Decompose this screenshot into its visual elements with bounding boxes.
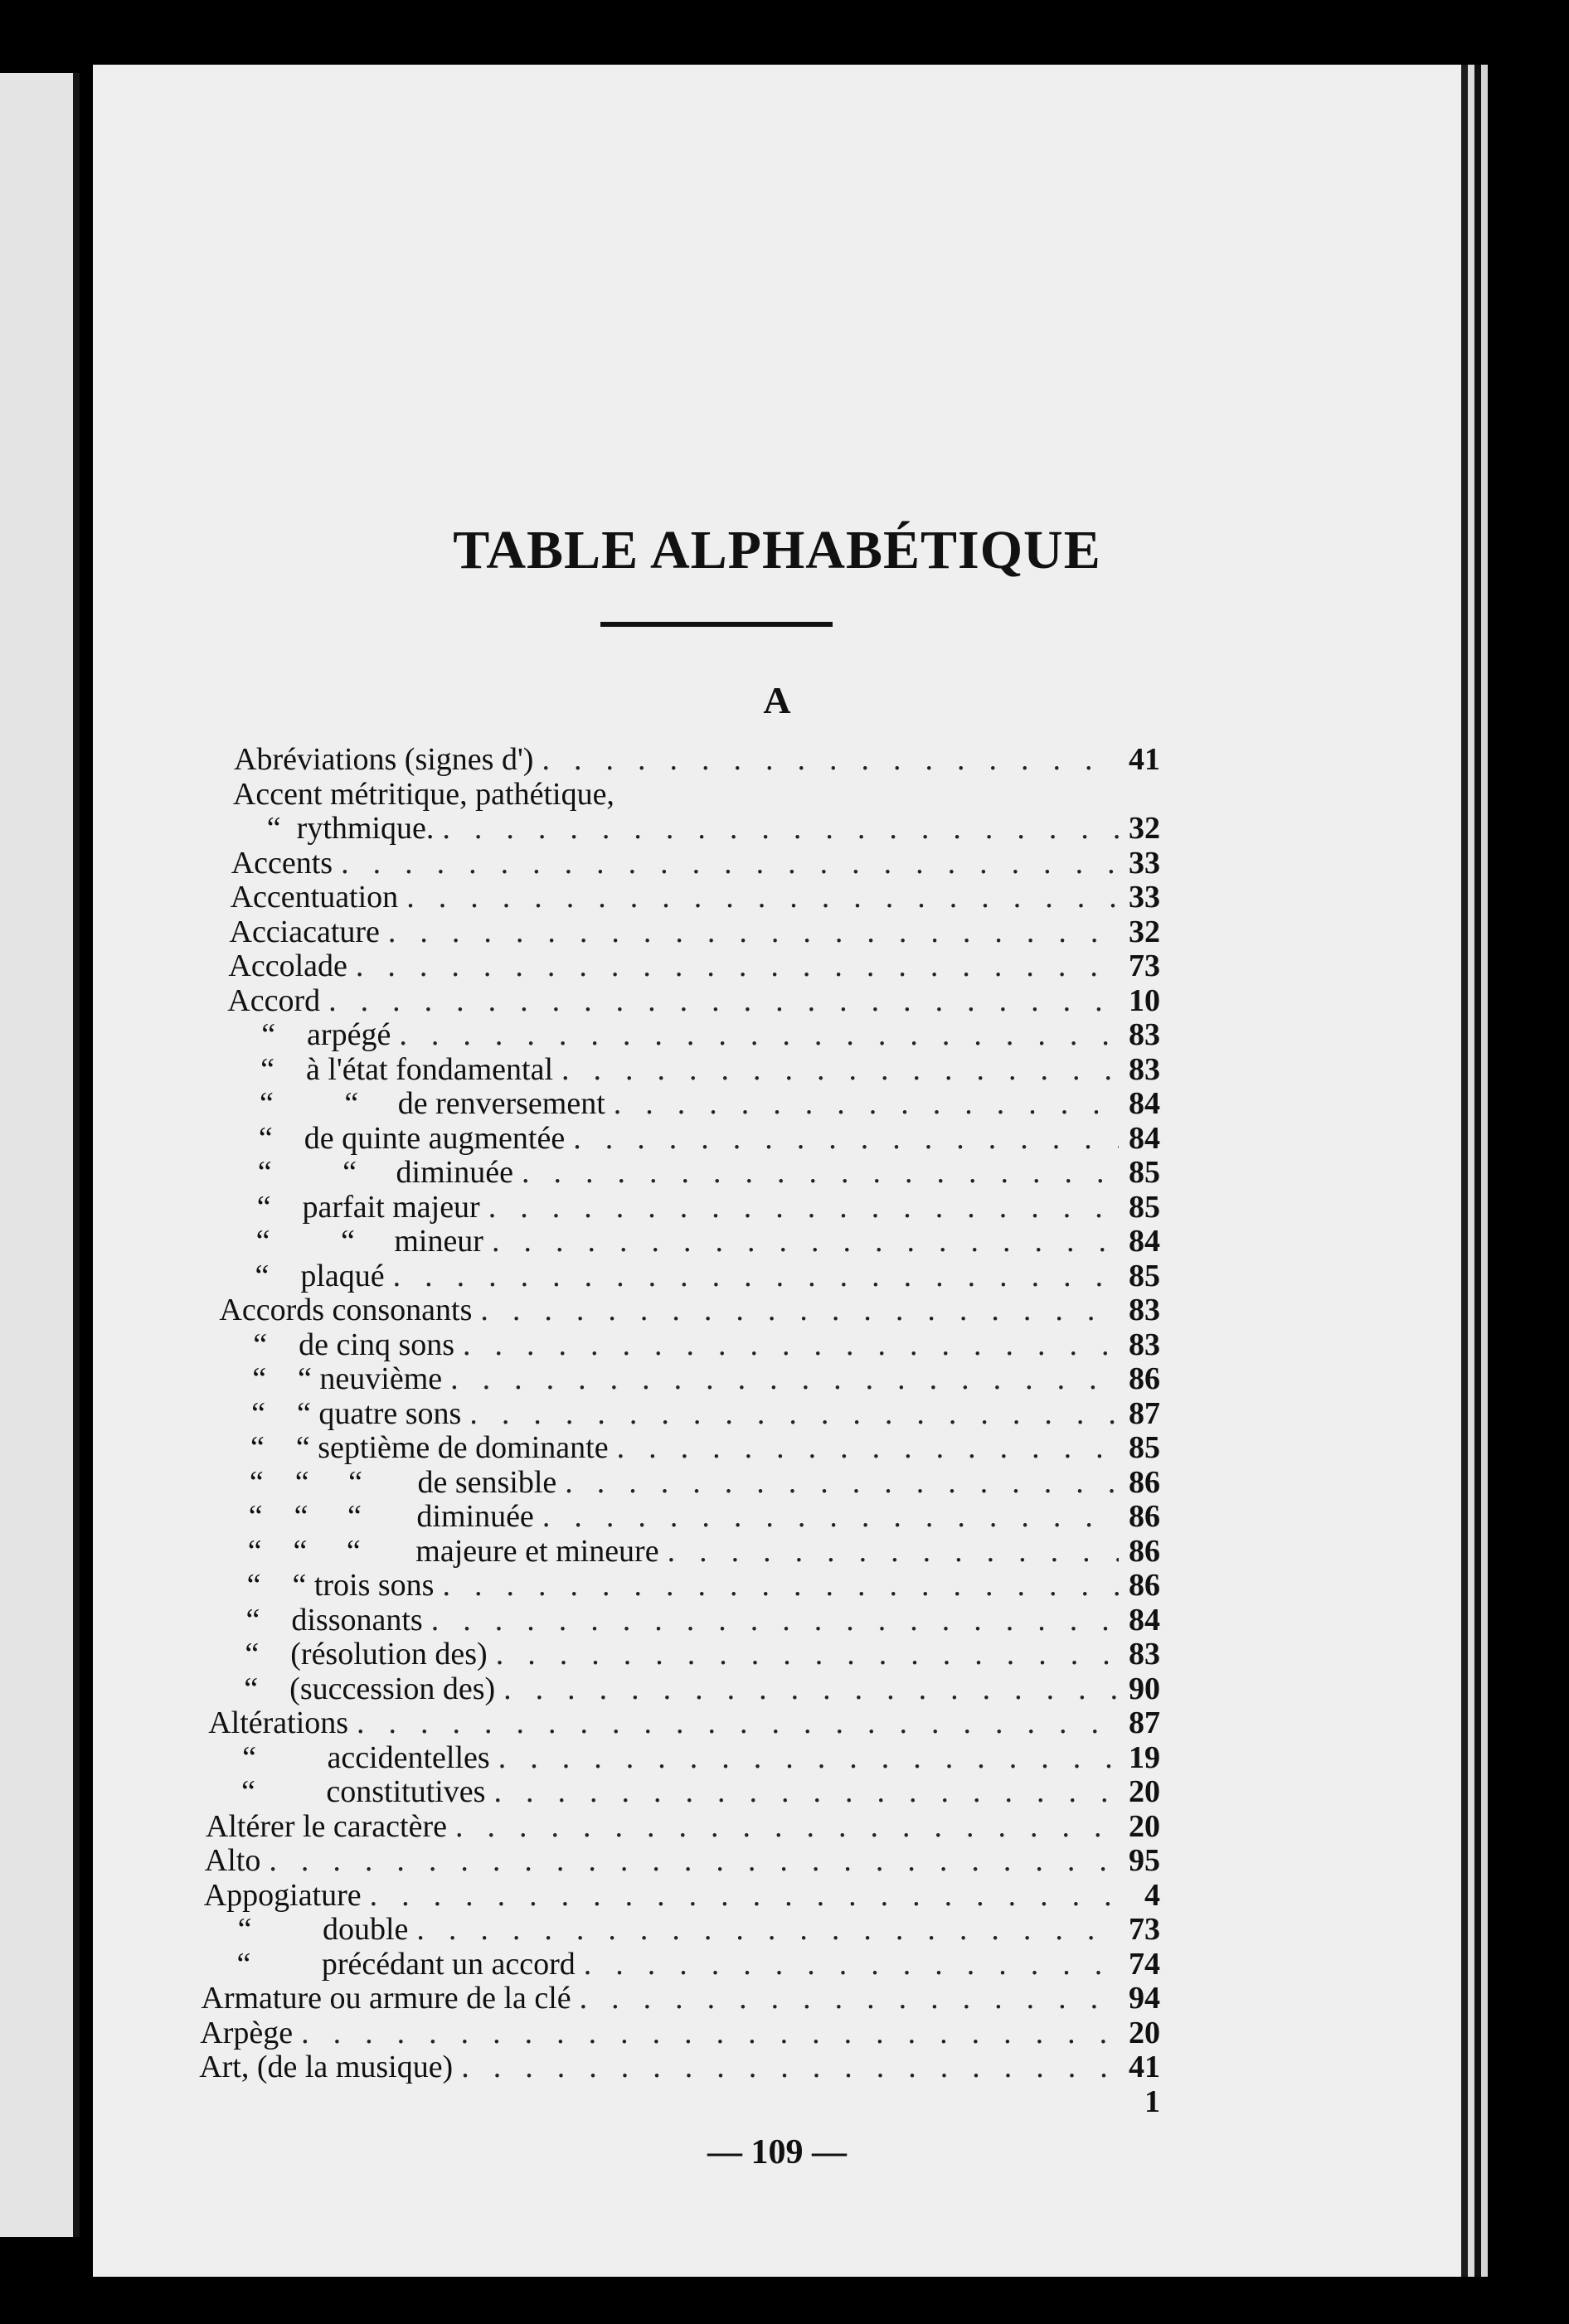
index-entry bbox=[201, 1982, 1160, 2015]
index-entry bbox=[255, 1259, 1161, 1293]
dot-leader bbox=[488, 1191, 1119, 1224]
dot-leader bbox=[416, 1913, 1119, 1946]
title-rule bbox=[600, 622, 833, 627]
entry-page-number: 85 bbox=[1129, 1259, 1160, 1293]
entry-label: Accords consonants bbox=[219, 1293, 473, 1327]
dot-leader bbox=[503, 1672, 1119, 1705]
dot-leader bbox=[565, 1466, 1119, 1499]
entry-label: Accents bbox=[231, 846, 333, 881]
entry-page-number: 95 bbox=[1128, 1843, 1160, 1878]
entry-page-number: 86 bbox=[1128, 1465, 1160, 1500]
index-entry bbox=[231, 881, 1160, 914]
entry-label: “ double bbox=[237, 1912, 409, 1947]
entry-label: “ arpégé bbox=[261, 1017, 391, 1052]
entry-page-number: 83 bbox=[1128, 1637, 1160, 1671]
entry-page-number: 84 bbox=[1128, 1224, 1160, 1259]
entry-page-number: 85 bbox=[1128, 1190, 1160, 1225]
index-entry bbox=[246, 1604, 1161, 1637]
index-entry bbox=[204, 1879, 1160, 1912]
entry-page-number: 85 bbox=[1129, 1430, 1160, 1465]
entry-label: “ dissonants bbox=[245, 1603, 423, 1637]
entry-label: Alto bbox=[204, 1843, 261, 1878]
index-entry bbox=[249, 1500, 1160, 1533]
dot-leader bbox=[584, 1948, 1119, 1981]
dot-leader bbox=[542, 743, 1119, 776]
left-page-edge bbox=[0, 73, 80, 2237]
entry-page-number: 20 bbox=[1128, 1809, 1160, 1844]
entry-label: “ précédant un accord bbox=[236, 1947, 576, 1982]
section-letter: A bbox=[763, 679, 791, 721]
dot-leader bbox=[492, 1225, 1119, 1258]
entry-page-number: 73 bbox=[1128, 1912, 1160, 1947]
entry-label: Appogiature bbox=[203, 1878, 362, 1913]
index-entry bbox=[250, 1431, 1160, 1464]
index-entry bbox=[244, 1672, 1160, 1705]
dot-leader bbox=[455, 1810, 1119, 1843]
entry-page-number: 33 bbox=[1128, 880, 1160, 915]
dot-leader bbox=[463, 1328, 1119, 1361]
dot-leader bbox=[542, 1500, 1119, 1533]
dot-leader bbox=[573, 1122, 1119, 1155]
entry-page-number: 20 bbox=[1128, 2016, 1160, 2050]
entry-label: “ “ trois sons bbox=[246, 1568, 435, 1603]
entry-label: Accentuation bbox=[230, 880, 399, 915]
entry-page-number: 41 bbox=[1128, 2050, 1160, 2084]
entry-page-number: 86 bbox=[1128, 1361, 1160, 1396]
entry-label: “ “ “ diminuée bbox=[248, 1499, 534, 1534]
index-entry bbox=[257, 1191, 1160, 1224]
entry-page-number: 83 bbox=[1128, 1017, 1160, 1052]
dot-leader bbox=[356, 949, 1119, 982]
index-entry bbox=[256, 1225, 1160, 1258]
index-entry bbox=[242, 1741, 1160, 1774]
entry-page-number: 86 bbox=[1128, 1568, 1160, 1603]
index-entry bbox=[251, 1397, 1160, 1430]
dot-leader bbox=[461, 2050, 1119, 2084]
entry-label: “ “ septième de dominante bbox=[250, 1430, 609, 1465]
entry-label: “ rythmique. bbox=[266, 811, 435, 846]
dot-leader bbox=[341, 847, 1119, 880]
entry-page-number: 41 bbox=[1129, 742, 1160, 777]
index-entry bbox=[227, 984, 1160, 1017]
entry-page-number: 87 bbox=[1128, 1705, 1160, 1740]
entry-page-number: 90 bbox=[1128, 1671, 1160, 1706]
entry-page-number: 32 bbox=[1128, 811, 1160, 846]
dot-leader bbox=[269, 1844, 1119, 1877]
dot-leader bbox=[580, 1982, 1119, 2015]
index-entry bbox=[228, 949, 1160, 982]
entry-label: “ “ de renversement bbox=[260, 1086, 605, 1121]
entry-page-number: 84 bbox=[1128, 1121, 1160, 1156]
dot-leader bbox=[357, 1706, 1119, 1739]
entry-label: “ “ quatre sons bbox=[251, 1396, 462, 1431]
entry-label: “ “ neuvième bbox=[252, 1361, 443, 1396]
entry-label: “ accidentelles bbox=[242, 1740, 490, 1775]
index-entry bbox=[241, 1775, 1160, 1808]
entry-label: Altérer le caractère bbox=[205, 1809, 447, 1844]
entry-page-number: 83 bbox=[1128, 1052, 1160, 1087]
dot-leader bbox=[469, 1397, 1119, 1430]
entry-page-number: 86 bbox=[1128, 1534, 1160, 1569]
index-entry bbox=[245, 1637, 1160, 1671]
entry-label: Armature ou armure de la clé bbox=[201, 1981, 571, 2016]
index-entry bbox=[208, 1706, 1160, 1739]
entry-page-number: 86 bbox=[1128, 1499, 1160, 1534]
entry-page-number: 32 bbox=[1129, 915, 1160, 949]
entry-label: Art, (de la musique) bbox=[199, 2050, 454, 2084]
dot-leader bbox=[498, 1741, 1119, 1774]
dot-leader bbox=[561, 1053, 1119, 1086]
index-entry bbox=[261, 1018, 1160, 1051]
entry-page-number: 83 bbox=[1128, 1293, 1160, 1327]
dot-leader bbox=[399, 1018, 1119, 1051]
index-entry bbox=[231, 847, 1160, 880]
entry-label: Accent métritique, pathétique, bbox=[232, 777, 614, 812]
dot-leader bbox=[406, 881, 1119, 914]
dot-leader bbox=[493, 1775, 1119, 1808]
entry-page-number: 19 bbox=[1128, 1740, 1160, 1775]
entry-label: “ “ “ majeure et mineure bbox=[247, 1534, 659, 1569]
entry-label: Accord bbox=[227, 983, 321, 1018]
dot-leader bbox=[301, 2016, 1119, 2050]
page-title: TABLE ALPHABÉTIQUE bbox=[453, 520, 1101, 580]
entry-label: Acciacature bbox=[229, 915, 380, 949]
dot-leader bbox=[614, 1087, 1119, 1120]
entry-label: Altérations bbox=[208, 1705, 349, 1740]
entry-label: Accolade bbox=[228, 949, 347, 983]
entry-label: “ plaqué bbox=[255, 1259, 385, 1293]
entry-label: “ “ “ de sensible bbox=[249, 1465, 557, 1500]
entry-page-number: 33 bbox=[1128, 846, 1160, 881]
index-entry bbox=[267, 812, 1160, 845]
dot-leader bbox=[450, 1362, 1119, 1395]
entry-label: “ (résolution des) bbox=[245, 1637, 488, 1671]
dot-leader bbox=[442, 812, 1119, 845]
dot-leader bbox=[617, 1431, 1119, 1464]
index-entry bbox=[258, 1156, 1160, 1189]
index-entry bbox=[238, 1913, 1160, 1946]
entry-page-number: 84 bbox=[1129, 1086, 1160, 1121]
index-entry bbox=[219, 1293, 1160, 1327]
entry-label: Arpège bbox=[200, 2016, 294, 2050]
dot-leader bbox=[480, 1293, 1119, 1327]
entry-label: “ parfait majeur bbox=[256, 1190, 480, 1225]
entry-page-number: 85 bbox=[1128, 1155, 1160, 1190]
dot-leader bbox=[496, 1637, 1119, 1671]
index-entry bbox=[230, 915, 1161, 949]
dot-leader bbox=[393, 1259, 1119, 1293]
dot-leader bbox=[388, 915, 1119, 949]
entry-page-number: 74 bbox=[1129, 1947, 1160, 1982]
entry-page-number: 20 bbox=[1129, 1774, 1160, 1809]
entry-page-number: 83 bbox=[1128, 1327, 1160, 1362]
dot-leader bbox=[370, 1879, 1119, 1912]
entry-label: “ “ mineur bbox=[255, 1224, 483, 1259]
entry-page-number: 87 bbox=[1128, 1396, 1160, 1431]
entry-label: Abréviations (signes d') bbox=[234, 742, 534, 777]
dot-leader bbox=[522, 1156, 1119, 1189]
index-entry bbox=[237, 1948, 1161, 1981]
entry-page-number: 73 bbox=[1128, 949, 1160, 983]
index-entry bbox=[233, 778, 1160, 811]
dot-leader bbox=[431, 1604, 1119, 1637]
index-entry bbox=[247, 1569, 1160, 1602]
entry-page-number: 84 bbox=[1129, 1603, 1160, 1637]
index-entry bbox=[200, 2016, 1160, 2050]
page-number: — 109 — bbox=[707, 2133, 847, 2171]
entry-page-number: 10 bbox=[1128, 983, 1160, 1018]
entry-page-number: 94 bbox=[1128, 1981, 1160, 2016]
entry-page-number: 4 bbox=[1144, 1878, 1160, 1913]
dot-leader bbox=[442, 1569, 1119, 1602]
index-entry bbox=[260, 1053, 1160, 1086]
index-entry bbox=[260, 1087, 1160, 1120]
index-entry bbox=[253, 1328, 1160, 1361]
entry-label: “ de quinte augmentée bbox=[258, 1121, 566, 1156]
entry-label: “ (succession des) bbox=[244, 1671, 496, 1706]
dot-leader bbox=[668, 1535, 1119, 1568]
entry-label: “ de cinq sons bbox=[253, 1327, 455, 1362]
index-entry bbox=[259, 1122, 1160, 1155]
index-entry bbox=[250, 1466, 1160, 1499]
dot-leader bbox=[328, 984, 1119, 1017]
entry-label: “ constitutives bbox=[241, 1774, 486, 1809]
entry-page-number: 1 bbox=[1144, 2084, 1160, 2119]
entry-label: “ à l'état fondamental bbox=[260, 1052, 554, 1087]
index-entry bbox=[248, 1535, 1160, 1568]
index-page bbox=[93, 65, 1461, 2277]
index-entry bbox=[205, 1844, 1160, 1877]
index-entry bbox=[252, 1362, 1160, 1395]
index-entry bbox=[234, 743, 1160, 776]
index-entry bbox=[199, 2050, 1160, 2084]
entry-label: “ “ diminuée bbox=[257, 1155, 513, 1190]
index-entry bbox=[198, 2085, 1160, 2118]
index-entry bbox=[206, 1810, 1160, 1843]
